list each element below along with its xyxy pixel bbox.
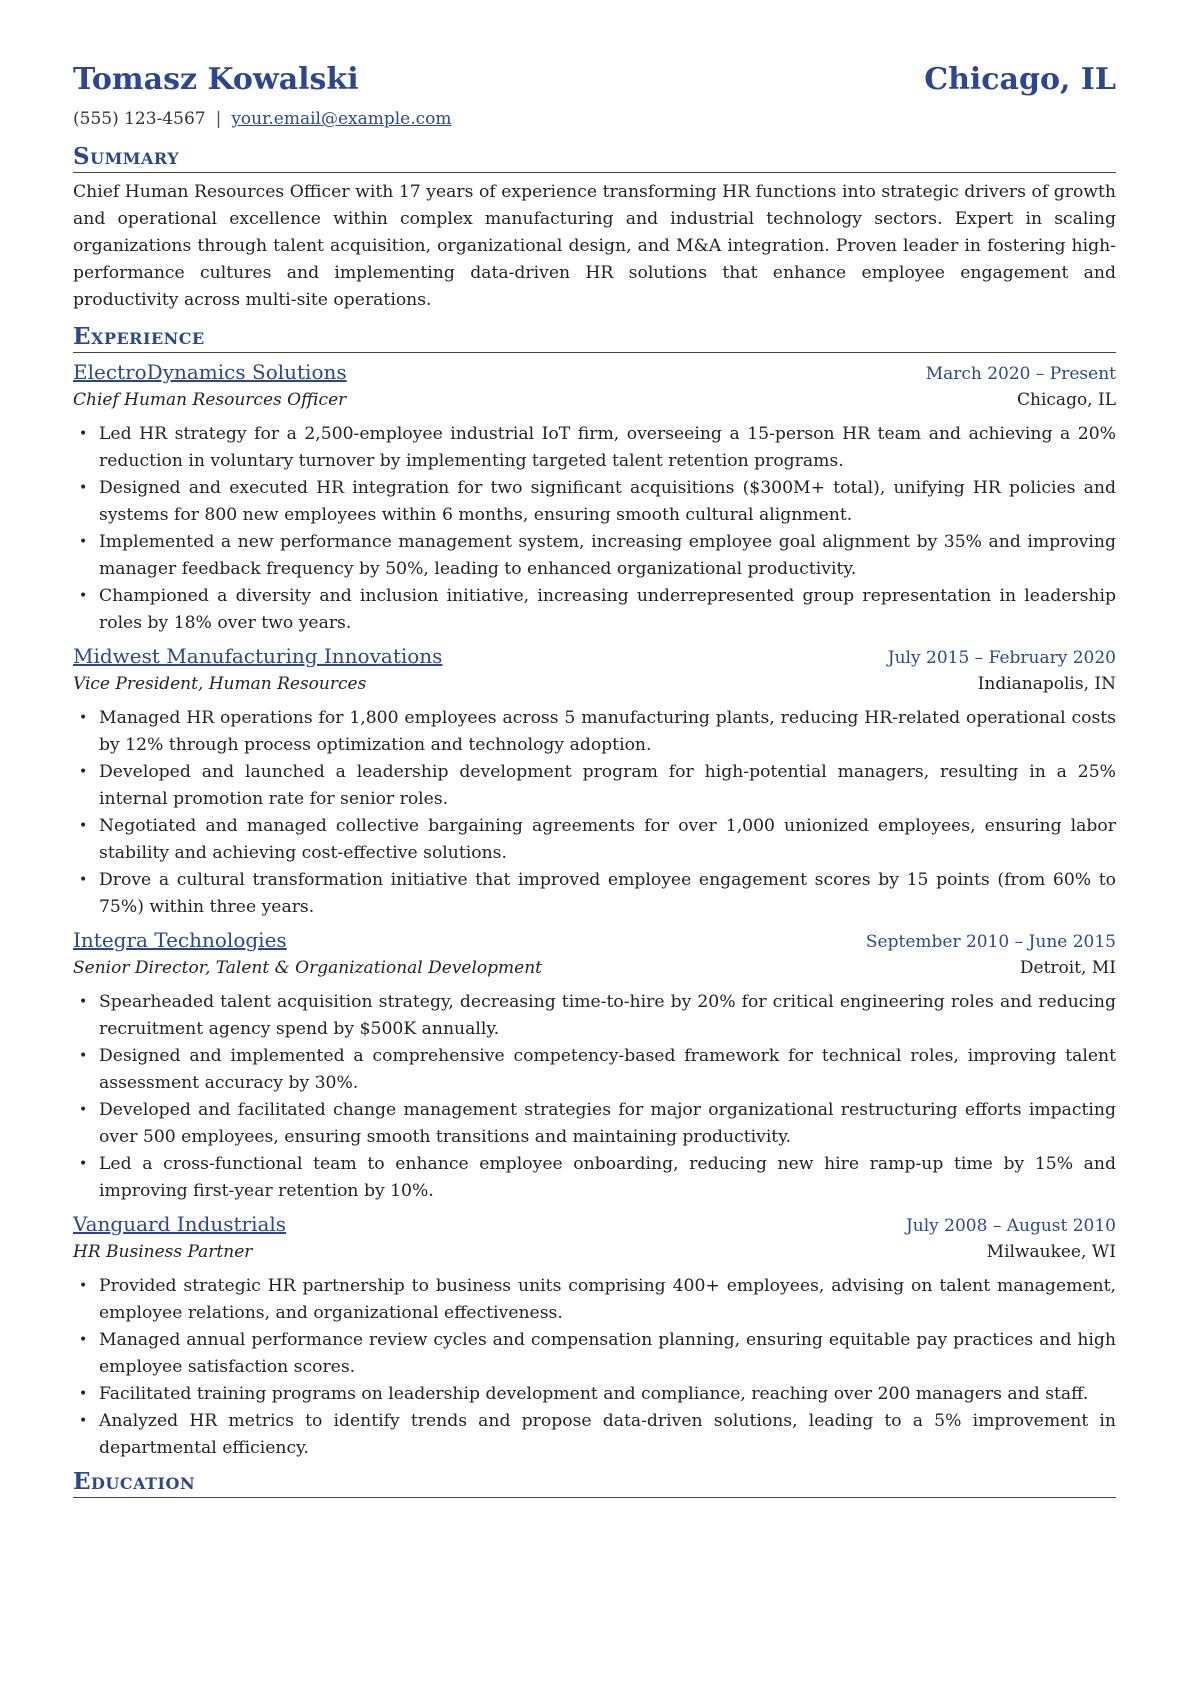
bullet-item	[73, 1151, 1116, 1205]
bullet-icon: •	[79, 1048, 88, 1064]
education-section	[73, 1468, 1116, 1498]
job-title: Senior Director, Talent & Organizational Development	[73, 958, 542, 978]
bullet-text: Implemented a new performance management system, increasing employee goal alignment by 35% and improving manager feedback frequency by 50%, leading to enhanced organizational productivity.	[99, 532, 1116, 579]
job-entry	[73, 1211, 1116, 1462]
bullet-icon: •	[79, 818, 88, 834]
summary-section	[73, 143, 1116, 314]
bullet-item	[73, 421, 1116, 475]
job-title: HR Business Partner	[73, 1242, 253, 1262]
job-title: Chief Human Resources Officer	[73, 390, 347, 410]
bullet-text: Managed annual performance review cycles and compensation planning, ensuring equitable pay practices and high employee satisfaction scores.	[99, 1330, 1116, 1377]
bullet-icon: •	[79, 1156, 88, 1172]
job-dates: July 2015 – February 2020	[887, 648, 1116, 668]
bullet-text: Developed and facilitated change management strategies for major organizational restructuring efforts impacting over 500 employees, ensuring smooth transitions and maintaining productivity.	[99, 1100, 1116, 1147]
bullet-text: Developed and launched a leadership development program for high-potential managers, resulting in a 25% internal promotion rate for senior roles.	[99, 762, 1116, 809]
phone-number: (555) 123-4567	[73, 109, 206, 129]
bullet-item	[73, 813, 1116, 867]
job-entry	[73, 927, 1116, 1205]
bullet-text: Designed and implemented a comprehensive competency-based framework for technical roles, improving talent assessment accuracy by 30%.	[99, 1046, 1116, 1093]
company-name[interactable]: Vanguard Industrials	[73, 1212, 287, 1236]
bullet-item	[73, 475, 1116, 529]
bullet-icon: •	[79, 710, 88, 726]
job-dates: July 2008 – August 2010	[905, 1216, 1116, 1236]
job-bullets	[73, 705, 1116, 921]
job-location: Chicago, IL	[1017, 390, 1116, 410]
bullet-item	[73, 989, 1116, 1043]
bullet-text: Facilitated training programs on leadership development and compliance, reaching over 200 managers and staff.	[99, 1384, 1089, 1404]
job-dates: March 2020 – Present	[925, 364, 1116, 384]
job-entry	[73, 359, 1116, 637]
job-title: Vice President, Human Resources	[73, 674, 367, 694]
company-name[interactable]: Integra Technologies	[73, 928, 287, 952]
contact-separator: |	[215, 109, 222, 129]
bullet-icon: •	[79, 1413, 88, 1429]
bullet-text: Championed a diversity and inclusion initiative, increasing underrepresented group representation in leadership roles by 18% over two years.	[99, 586, 1116, 633]
job-entry	[73, 643, 1116, 921]
bullet-text: Drove a cultural transformation initiative that improved employee engagement scores by 15 points (from 60% to 75%) within three years.	[99, 870, 1116, 917]
bullet-text: Provided strategic HR partnership to business units comprising 400+ employees, advising on talent management, employee relations, and organizational effectiveness.	[99, 1276, 1116, 1323]
company-name[interactable]: Midwest Manufacturing Innovations	[73, 644, 443, 668]
bullet-text: Managed HR operations for 1,800 employees across 5 manufacturing plants, reducing HR-related operational costs by 12% through process optimization and technology adoption.	[99, 708, 1116, 755]
bullet-text: Led HR strategy for a 2,500-employee industrial IoT firm, overseeing a 15-person HR team and achieving a 20% reduction in voluntary turnover by implementing targeted talent retention programs.	[99, 424, 1116, 471]
summary-text: Chief Human Resources Officer with 17 years of experience transforming HR functions into strategic drivers of growth and operational excellence within complex manufacturing and industrial technology sectors. Expert in scaling organizations through talent acquisition, organizational design, and M&A integration. Proven leader in fostering high-performance cultures and implementing data-driven HR solutions that enhance employee engagement and productivity across multi-site operations.	[73, 182, 1116, 310]
job-bullets	[73, 989, 1116, 1205]
bullet-item	[73, 1097, 1116, 1151]
bullet-item	[73, 1408, 1116, 1462]
resume-header	[73, 62, 1116, 97]
bullet-text: Spearheaded talent acquisition strategy, decreasing time-to-hire by 20% for critical engineering roles and reducing recruitment agency spend by $500K annually.	[99, 992, 1116, 1039]
bullet-text: Negotiated and managed collective bargaining agreements for over 1,000 unionized employees, ensuring labor stability and achieving cost-effective solutions.	[99, 816, 1116, 863]
bullet-text: Analyzed HR metrics to identify trends and propose data-driven solutions, leading to a 5% improvement in departmental efficiency.	[99, 1411, 1116, 1458]
bullet-icon: •	[79, 1332, 88, 1348]
bullet-item	[73, 529, 1116, 583]
job-bullets	[73, 1273, 1116, 1462]
bullet-item	[73, 867, 1116, 921]
bullet-item	[73, 1043, 1116, 1097]
bullet-item	[73, 583, 1116, 637]
bullet-item	[73, 759, 1116, 813]
bullet-icon: •	[79, 426, 88, 442]
bullet-item	[73, 1381, 1116, 1408]
job-location: Detroit, MI	[1019, 958, 1116, 978]
job-dates: September 2010 – June 2015	[865, 932, 1116, 952]
contact-line	[73, 109, 1116, 129]
email-link[interactable]: your.email@example.com	[231, 109, 452, 129]
bullet-text: Designed and executed HR integration for two significant acquisitions ($300M+ total), unifying HR policies and systems for 800 new employees within 6 months, ensuring smooth cultural alignment.	[99, 478, 1116, 525]
bullet-icon: •	[79, 534, 88, 550]
bullet-item	[73, 705, 1116, 759]
bullet-text: Led a cross-functional team to enhance employee onboarding, reducing new hire ramp-up time by 15% and improving first-year retention by 10%.	[99, 1154, 1116, 1201]
bullet-icon: •	[79, 764, 88, 780]
summary-heading: Summary	[73, 143, 1116, 173]
bullet-item	[73, 1327, 1116, 1381]
bullet-icon: •	[79, 1102, 88, 1118]
bullet-icon: •	[79, 1278, 88, 1294]
job-bullets	[73, 421, 1116, 637]
job-location: Indianapolis, IN	[977, 674, 1116, 694]
bullet-icon: •	[79, 588, 88, 604]
candidate-location: Chicago, IL	[924, 62, 1116, 97]
experience-heading: Experience	[73, 323, 1116, 353]
company-name[interactable]: ElectroDynamics Solutions	[73, 360, 347, 384]
bullet-icon: •	[79, 872, 88, 888]
education-heading: Education	[73, 1468, 1116, 1498]
bullet-icon: •	[79, 994, 88, 1010]
bullet-item	[73, 1273, 1116, 1327]
bullet-icon: •	[79, 1386, 88, 1402]
experience-section	[73, 323, 1116, 1462]
job-location: Milwaukee, WI	[986, 1242, 1116, 1262]
bullet-icon: •	[79, 480, 88, 496]
candidate-name: Tomasz Kowalski	[73, 62, 359, 97]
